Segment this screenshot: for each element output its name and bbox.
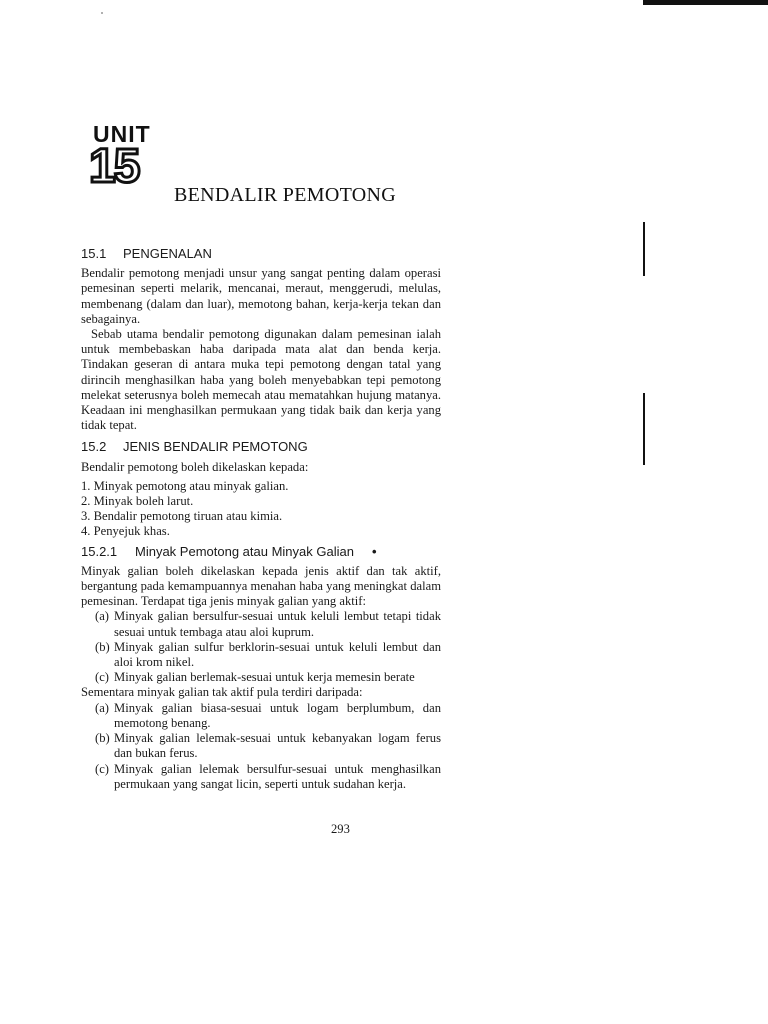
list-marker: (c) xyxy=(95,670,109,685)
active-oils-list xyxy=(81,609,441,685)
scan-speck xyxy=(101,12,103,14)
unit-number: 15 xyxy=(89,140,139,193)
section-number: 15.2.1 xyxy=(81,543,118,559)
list-marker: (a) xyxy=(95,609,109,624)
paragraph: Sebab utama bendalir pemotong digunakan dalam pemesinan ialah untuk membebaskan haba daripada mata alat dan benda kerja. Tindakan geseran di antara muka tepi pemotong dengan tatal yang dirincih menghasilkan haba yang boleh menyebabkan tepi pemotong melekat seterusnya boleh memecah atau mematahkan hujung matanya. Keadaan ini menghasilkan permukaan yang tidak baik dan kerja yang tidak tepat. xyxy=(81,327,441,433)
paragraph: Minyak galian boleh dikelaskan kepada jenis aktif dan tak aktif, bergantung pada kemampuannya menahan haba yang meningkat dalam pemesinan. Terdapat tiga jenis minyak galian yang aktif: xyxy=(81,563,441,609)
numbered-list xyxy=(81,479,441,540)
list-text: Minyak galian biasa-sesuai untuk logam berplumbum, dan memotong benang. xyxy=(114,700,441,730)
list-marker: (a) xyxy=(95,700,109,715)
unit-title: BENDALIR PEMOTONG xyxy=(174,184,396,206)
list-text: Minyak galian bersulfur-sesuai untuk keluli lembut tetapi tidak sesuai untuk tembaga atau aloi kuprum. xyxy=(114,609,441,639)
section-title: JENIS BENDALIR PEMOTONG xyxy=(123,439,308,455)
list-item xyxy=(81,731,441,761)
list-text: Minyak galian lelemak-sesuai untuk kebanyakan logam ferus dan bukan ferus. xyxy=(114,731,441,761)
section-number: 15.1 xyxy=(81,246,107,261)
margin-rule-top xyxy=(643,222,645,276)
section-number: 15.2 xyxy=(81,439,107,455)
list-item: 4. Penyejuk khas. xyxy=(81,524,170,539)
list-item: 2. Minyak boleh larut. xyxy=(81,494,194,509)
margin-rule-bottom xyxy=(643,393,645,465)
list-item: 3. Bendalir pemotong tiruan atau kimia. xyxy=(81,509,283,524)
list-item xyxy=(81,640,441,670)
scan-edge-bar xyxy=(643,0,768,5)
list-marker: (c) xyxy=(95,761,109,776)
section-heading-15-2-1 xyxy=(81,544,441,559)
list-item xyxy=(81,701,441,731)
section-title: PENGENALAN xyxy=(123,246,212,261)
list-item xyxy=(81,670,441,685)
section-heading-15-2 xyxy=(81,439,441,454)
section-heading-15-1 xyxy=(81,246,441,261)
list-text: Minyak galian sulfur berklorin-sesuai untuk keluli lembut dan aloi krom nikel. xyxy=(114,639,441,670)
list-marker: (b) xyxy=(95,731,110,746)
list-item xyxy=(81,609,441,639)
inactive-oils-list xyxy=(81,701,441,792)
paragraph: Bendalir pemotong boleh dikelaskan kepada: xyxy=(81,459,309,474)
list-item xyxy=(81,762,441,792)
stray-mark: • xyxy=(371,543,377,559)
paragraph: Bendalir pemotong menjadi unsur yang sangat penting dalam operasi pemesinan seperti melarik, mencanai, meraut, menggerudi, melulas, membenang (dalam dan luar), memotong bahan, kerja-kerja tekan dan sebagainya. xyxy=(81,266,441,326)
page-body xyxy=(81,246,441,792)
paragraph: Sementara minyak galian tak aktif pula terdiri daripada: xyxy=(81,685,363,700)
unit-label: UNIT xyxy=(93,121,151,147)
list-text: Minyak galian berlemak-sesuai untuk kerja memesin berate xyxy=(114,670,415,685)
list-item: 1. Minyak pemotong atau minyak galian. xyxy=(81,478,289,493)
list-text: Minyak galian lelemak bersulfur-sesuai untuk menghasilkan permukaan yang sangat licin, seperti untuk sudahan kerja. xyxy=(114,761,441,791)
list-marker: (b) xyxy=(95,639,110,654)
page-number: 293 xyxy=(331,822,350,836)
section-title: Minyak Pemotong atau Minyak Galian xyxy=(135,543,354,559)
